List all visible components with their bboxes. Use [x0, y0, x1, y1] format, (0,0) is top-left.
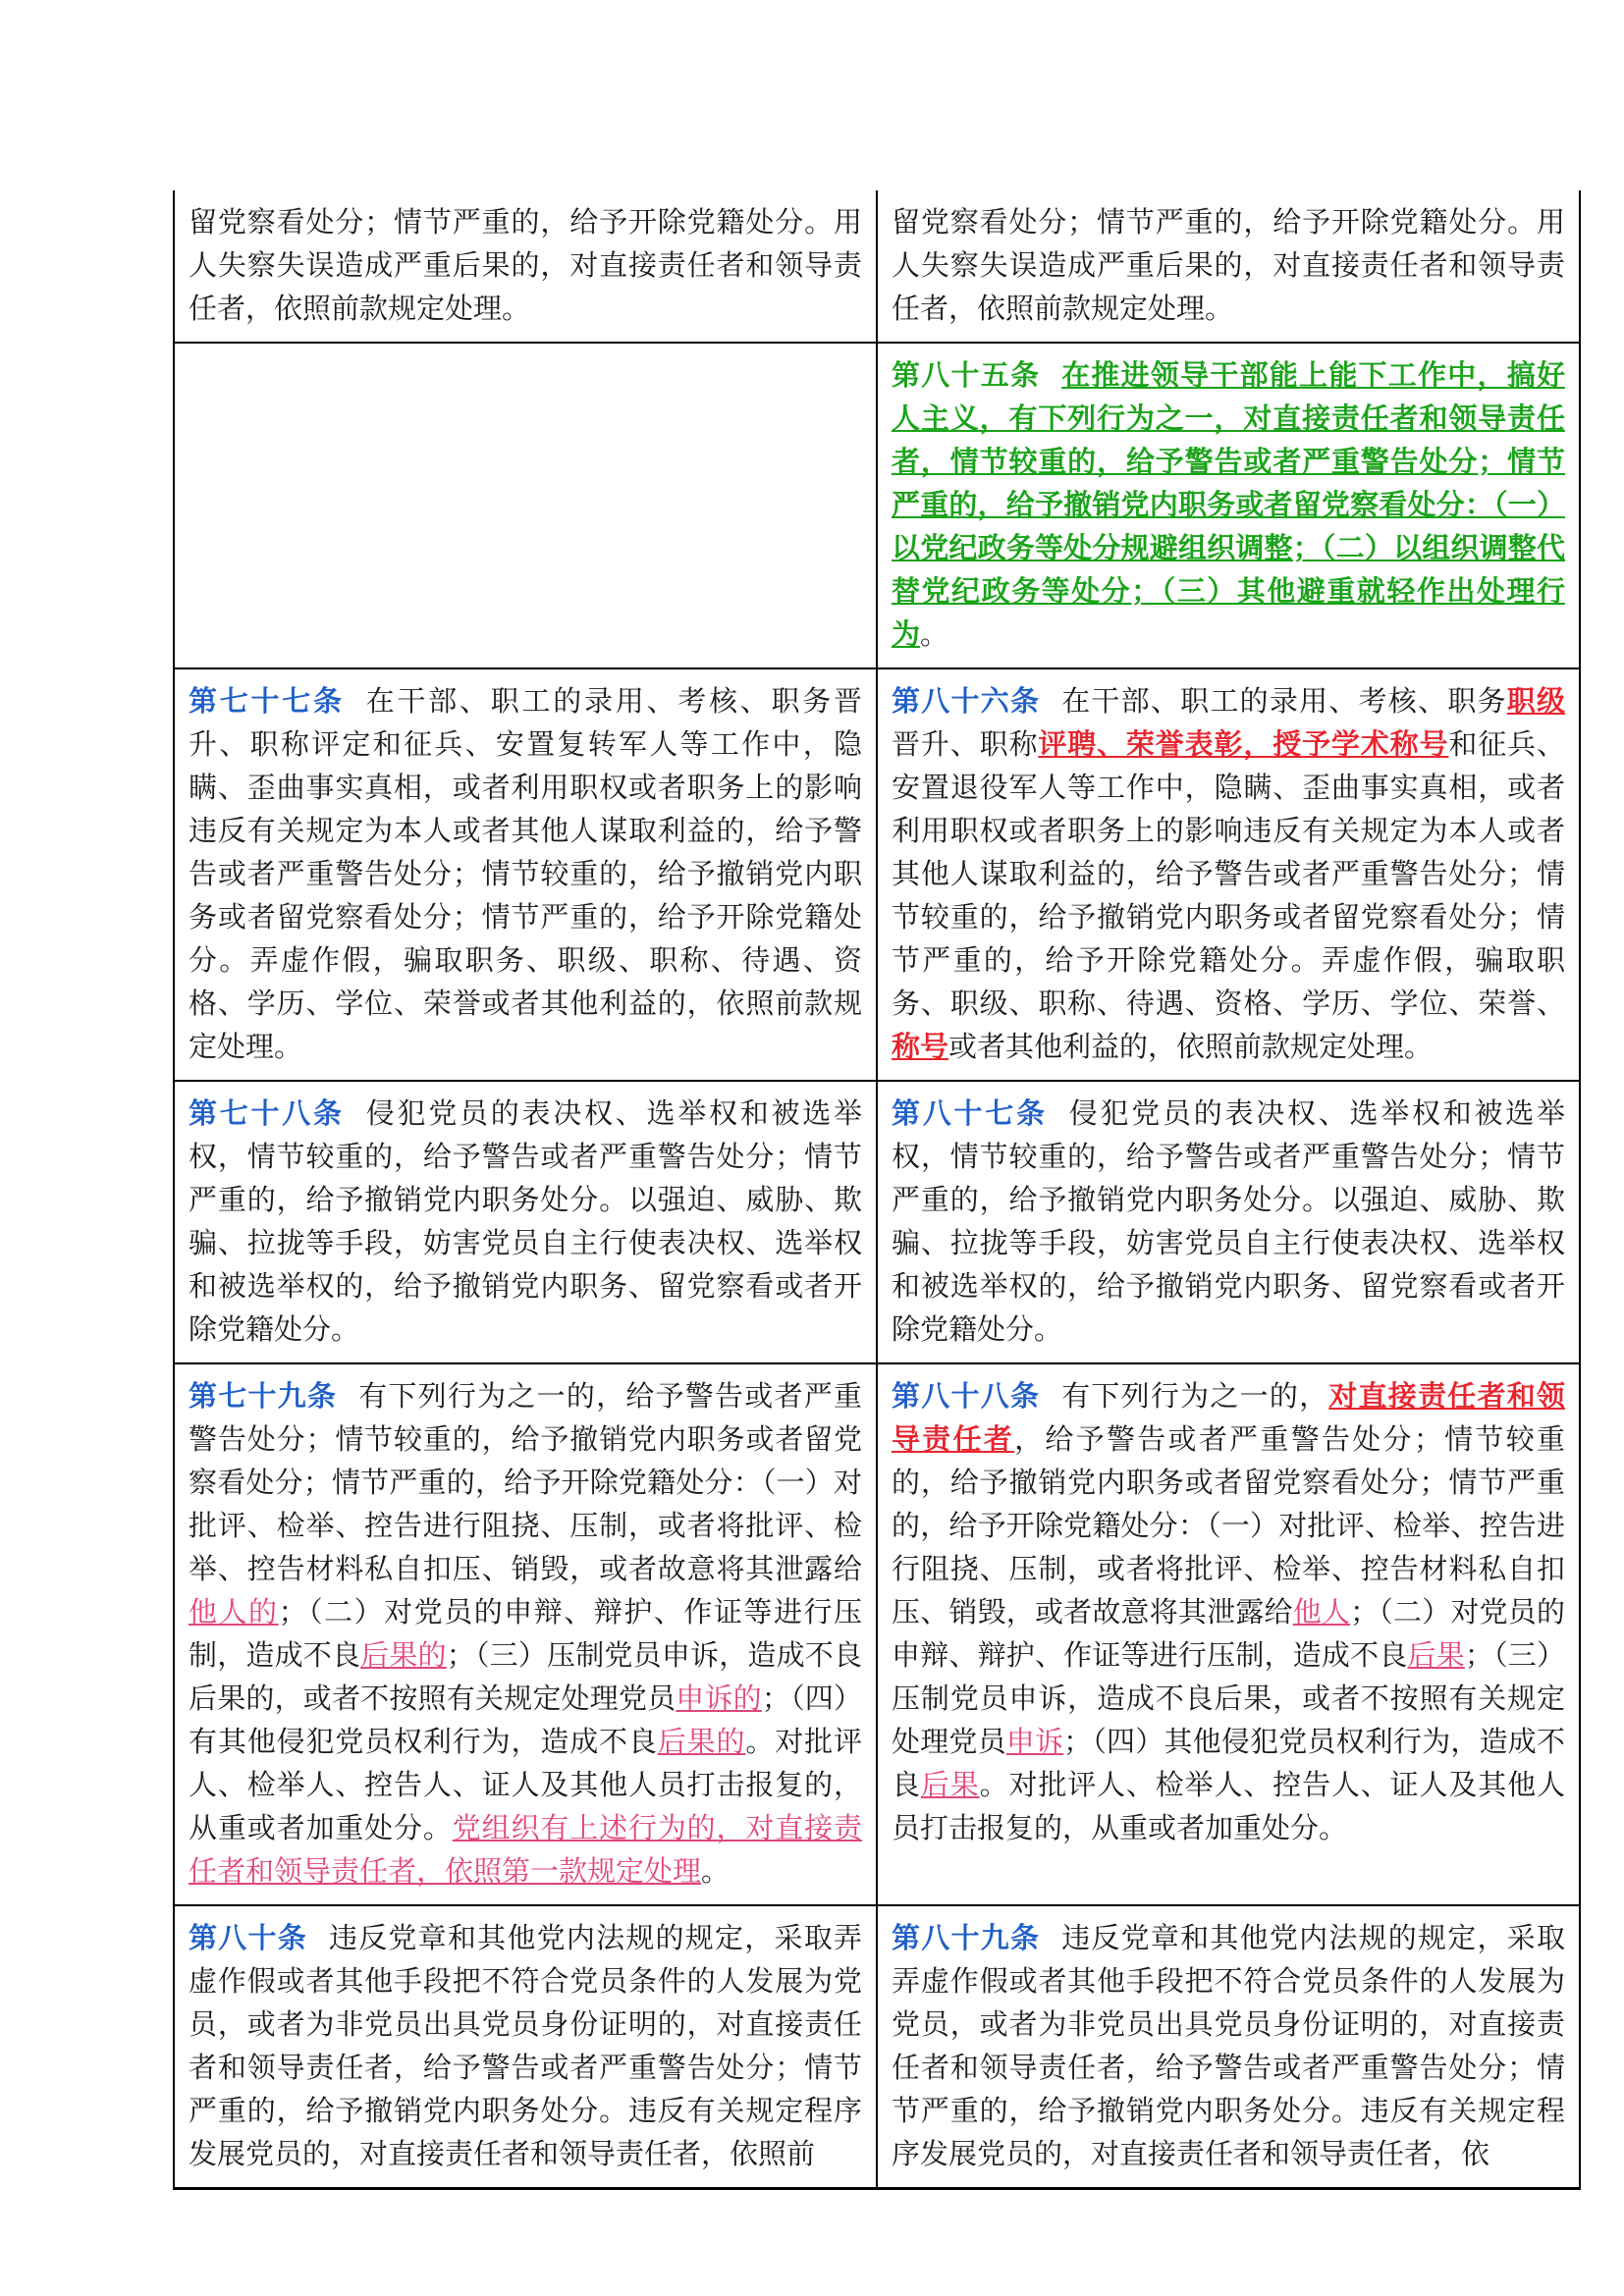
clause-text: 违反党章和其他党内法规的规定，采取弄虚作假或者其他手段把不符合党员条件的人发展为党员，或者为非党员出具党员身份证明的，对直接责任者和领导责任者，给予警告或者严重警告处分；情节严重的，给予撤销党内职务处分。违反有关规定程序发展党员的，对直接责任者和领导责任者，依 — [892, 1921, 1565, 2170]
clause-text: 在干部、职工的录用、考核、职务 — [1061, 684, 1507, 718]
clause-text: ；（三）压制党员申诉，造成不良后果的，或者不按照有关规定处理党员 — [189, 1638, 862, 1715]
clause-text: 。 — [920, 617, 949, 651]
old-version-cell — [174, 1905, 877, 2189]
clause-text: 或者其他利益的，依照前款规定处理。 — [948, 1030, 1434, 1063]
revised-text: 申诉 — [1005, 1725, 1064, 1758]
clause-text: 违反党章和其他党内法规的规定，采取弄虚作假或者其他手段把不符合党员条件的人发展为党员，或者为非党员出具党员身份证明的，对直接责任者和领导责任者，给予警告或者严重警告处分；情节严重的，给予撤销党内职务处分。违反有关规定程序发展党员的，对直接责任者和领导责任者，依照前 — [189, 1921, 862, 2170]
old-version-cell — [174, 190, 877, 343]
table-row — [174, 1905, 1580, 2189]
deleted-text: 后果的 — [360, 1638, 447, 1672]
article-number: 第七十八条 — [189, 1096, 345, 1130]
clause-text: ；（二）对党员的申辩、辩护、作证等进行压制，造成不良 — [189, 1595, 862, 1672]
new-version-cell — [877, 1081, 1580, 1363]
clause-text: 在干部、职工的录用、考核、职务晋升、职称评定和征兵、安置复转军人等工作中，隐瞒、歪曲事实真相，或者利用职权或者职务上的影响违反有关规定为本人或者其他人谋取利益的，给予警告或者严重警告处分；情节较重的，给予撤销党内职务或者留党察看处分；情节严重的，给予开除党籍处分。弄虚作假，骗取职务、职级、职称、待遇、资格、学历、学位、荣誉或者其他利益的，依照前款规定处理。 — [189, 684, 862, 1063]
clause-text: 侵犯党员的表决权、选举权和被选举权，情节较重的，给予警告或者严重警告处分；情节严重的，给予撤销党内职务处分。以强迫、威胁、欺骗、拉拢等手段，妨害党员自主行使表决权、选举权和被选举权的，给予撤销党内职务、留党察看或者开除党籍处分。 — [189, 1096, 862, 1346]
revised-text: 职级 — [1506, 684, 1565, 718]
clause-text: 。对批评人、检举人、控告人、证人及其他人员打击报复的，从重或者加重处分。 — [892, 1768, 1565, 1844]
clause-text: 和征兵、安置退役军人等工作中，隐瞒、歪曲事实真相，或者利用职权或者职务上的影响违反有关规定为本人或者其他人谋取利益的，给予警告或者严重警告处分；情节较重的，给予撤销党内职务或者留党察看处分；情节严重的，给予开除党籍处分。弄虚作假，骗取职务、职级、职称、待遇、资格、学历、学位、荣誉、 — [892, 727, 1565, 1020]
clause-text: 。对批评人、检举人、控告人、证人及其他人员打击报复的，从重或者加重处分。 — [189, 1725, 862, 1844]
clause-text: 留党察看处分；情节严重的，给予开除党籍处分。用人失察失误造成严重后果的，对直接责任者和领导责任者，依照前款规定处理。 — [189, 205, 862, 325]
clause-text: 晋升、职称 — [892, 727, 1039, 761]
clause-text: 侵犯党员的表决权、选举权和被选举权，情节较重的，给予警告或者严重警告处分；情节严重的，给予撤销党内职务处分。以强迫、威胁、欺骗、拉拢等手段，妨害党员自主行使表决权、选举权和被选举权的，给予撤销党内职务、留党察看或者开除党籍处分。 — [892, 1096, 1565, 1346]
table-row — [174, 1363, 1580, 1905]
revised-text: 后果 — [920, 1768, 980, 1801]
deleted-text: 申诉的 — [676, 1682, 762, 1715]
old-version-cell — [174, 668, 877, 1081]
revised-text: 在推进领导干部能上能下工作中，搞好人主义，有下列行为之一，对直接责任者和领导责任者，情节较重的，给予警告或者严重警告处分；情节严重的，给予撤销党内职务或者留党察看处分：（一）以党纪政务等处分规避组织调整；（二）以组织调整代替党纪政务等处分；（三）其他避重就轻作出处理行为 — [892, 358, 1565, 651]
table-row — [174, 1081, 1580, 1363]
article-number: 第八十八条 — [892, 1379, 1041, 1413]
article-number: 第七十七条 — [189, 684, 345, 718]
revised-text: 称号 — [892, 1030, 949, 1063]
deleted-text: 党组织有上述行为的，对直接责任者和领导责任者，依照第一款规定处理 — [189, 1811, 862, 1888]
revised-text: 他人 — [1292, 1595, 1351, 1629]
revised-text: 后果 — [1407, 1638, 1465, 1672]
clause-text: ；（四）有其他侵犯党员权利行为，造成不良 — [189, 1682, 862, 1758]
table-row — [174, 668, 1580, 1081]
clause-text: ；（三）压制党员申诉，造成不良后果，或者不按照有关规定处理党员 — [892, 1638, 1565, 1758]
deleted-text: 他人的 — [189, 1595, 279, 1629]
old-version-cell — [174, 343, 877, 668]
new-version-cell — [877, 668, 1580, 1081]
article-number: 第八十条 — [189, 1921, 307, 1954]
clause-text: ；（二）对党员的申辩、辩护、作证等进行压制，造成不良 — [892, 1595, 1565, 1672]
comparison-table — [173, 190, 1581, 2190]
clause-text: 有下列行为之一的， — [1061, 1379, 1329, 1413]
new-version-cell — [877, 343, 1580, 668]
clause-text: ，给予警告或者严重警告处分；情节较重的，给予撤销党内职务或者留党察看处分；情节严重的，给予开除党籍处分：（一）对批评、检举、控告进行阻挠、压制，或者将批评、检举、控告材料私自扣压、销毁，或者故意将其泄露给 — [892, 1422, 1565, 1629]
deleted-text: 后果的 — [657, 1725, 746, 1758]
clause-text: 有下列行为之一的，给予警告或者严重警告处分；情节较重的，给予撤销党内职务或者留党察看处分；情节严重的，给予开除党籍处分：（一）对批评、检举、控告进行阻挠、压制，或者将批评、检举、控告材料私自扣压、销毁，或者故意将其泄露给 — [189, 1379, 862, 1585]
table-row — [174, 343, 1580, 668]
table-row — [174, 190, 1580, 343]
old-version-cell — [174, 1363, 877, 1905]
old-version-cell — [174, 1081, 877, 1363]
article-number: 第七十九条 — [189, 1379, 338, 1413]
new-version-cell — [877, 1905, 1580, 2189]
comparison-table-body — [174, 190, 1580, 2189]
clause-text: ；（四）其他侵犯党员权利行为，造成不良 — [892, 1725, 1565, 1801]
clause-text: 。 — [701, 1854, 731, 1888]
revised-text: 评聘、荣誉表彰，授予学术称号 — [1038, 727, 1449, 761]
article-number: 第八十五条 — [892, 358, 1041, 392]
clause-text: 留党察看处分；情节严重的，给予开除党籍处分。用人失察失误造成严重后果的，对直接责任者和领导责任者，依照前款规定处理。 — [892, 205, 1565, 325]
article-number: 第八十六条 — [892, 684, 1041, 718]
revised-text: 对直接责任者和领导责任者 — [892, 1379, 1565, 1456]
article-number: 第八十七条 — [892, 1096, 1048, 1130]
new-version-cell — [877, 190, 1580, 343]
article-number: 第八十九条 — [892, 1921, 1041, 1954]
new-version-cell — [877, 1363, 1580, 1905]
